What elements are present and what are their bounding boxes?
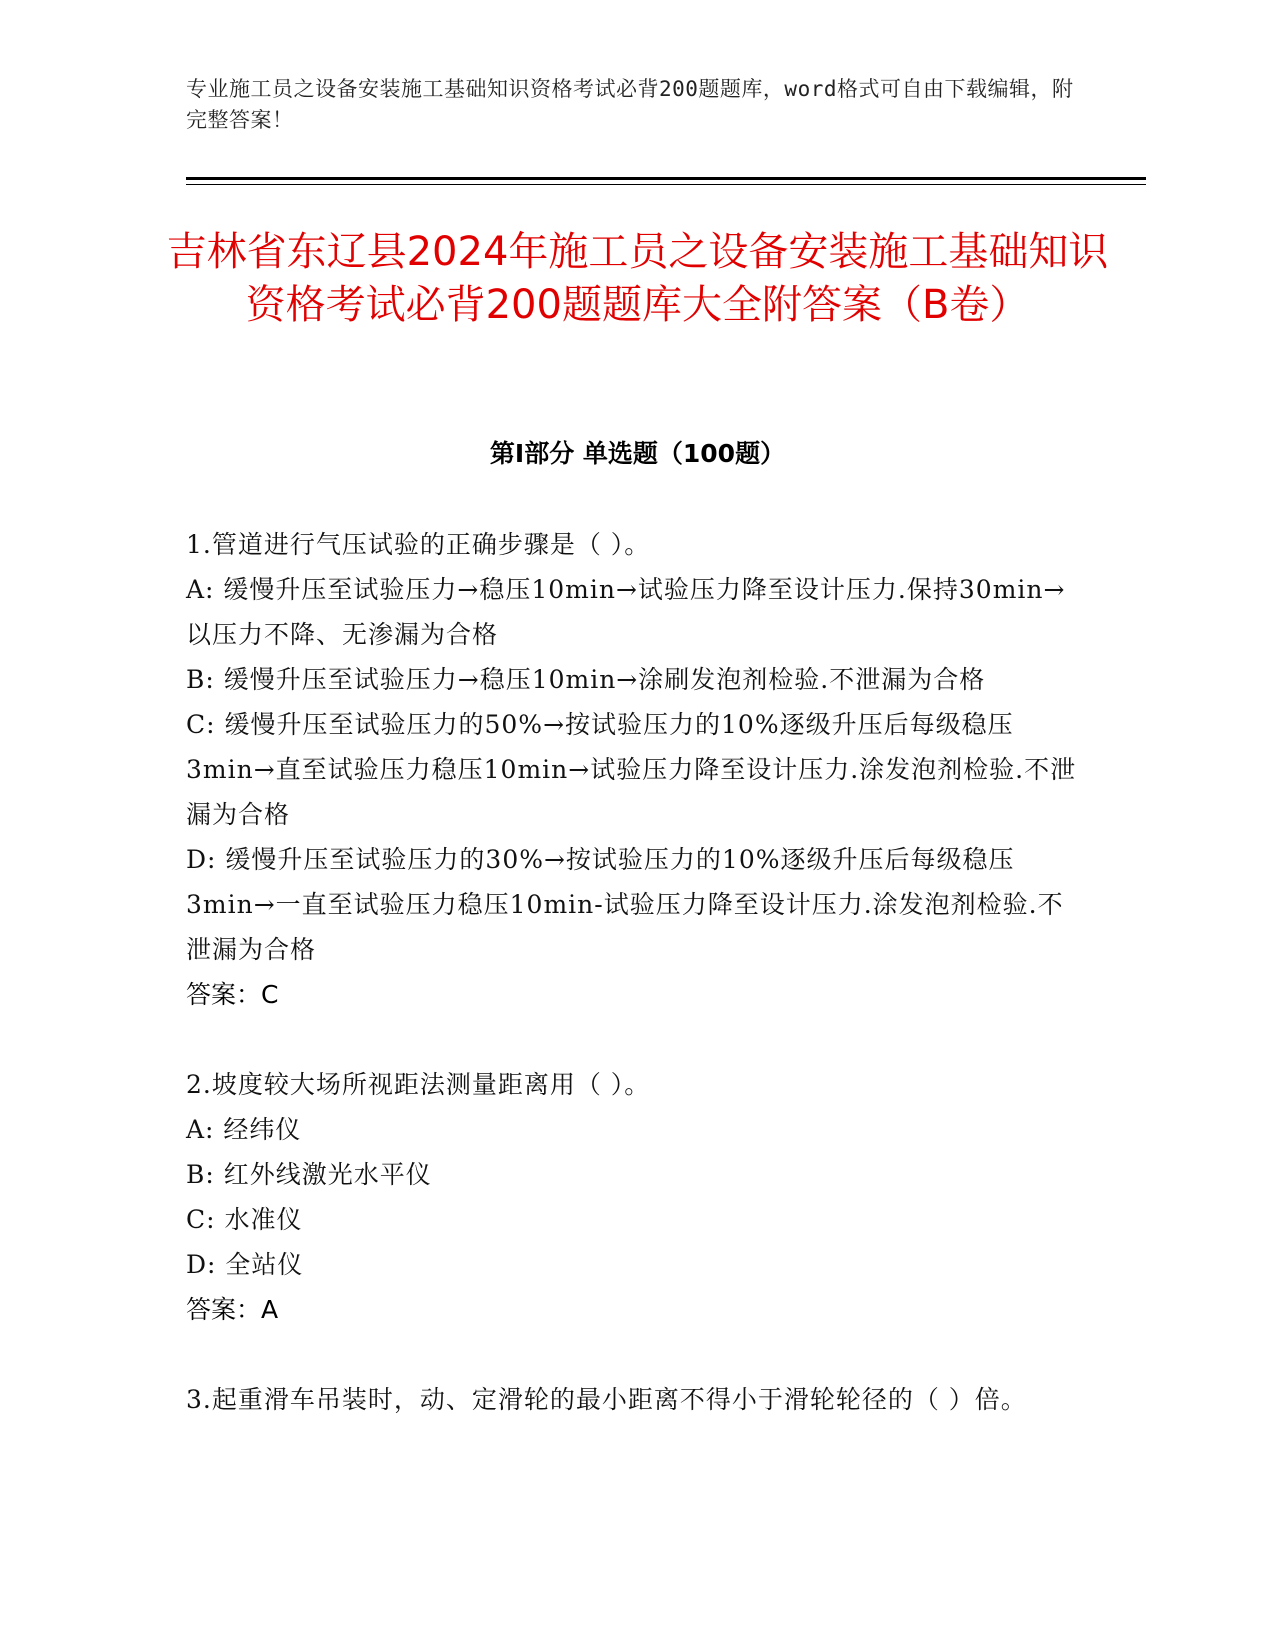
option-a: A: 缓慢升压至试验压力→稳压10min→试验压力降至设计压力.保持30min→以压力不降、无渗漏为合格 (186, 575, 1066, 649)
header-rule-thin (186, 184, 1146, 185)
header-rule-thick (186, 177, 1146, 180)
question-stem: 3.起重滑车吊装时，动、定滑轮的最小距离不得小于滑轮轮径的（ ）倍。 (186, 1385, 1027, 1414)
option-c: C: 缓慢升压至试验压力的50%→按试验压力的10%逐级升压后每级稳压3min→直至试验压力稳压10min→试验压力降至设计压力.涂发泡剂检验.不泄漏为合格 (186, 710, 1077, 829)
document-title: 吉林省东辽县2024年施工员之设备安装施工基础知识资格考试必背200题题库大全附答案（B卷） (166, 229, 1109, 328)
option-d: D: 全站仪 (186, 1250, 304, 1279)
option-b: B: 红外线激光水平仪 (186, 1160, 432, 1189)
answer: 答案：C (186, 980, 279, 1009)
section-heading: 第I部分 单选题（100题） (489, 439, 786, 468)
question-stem: 2.坡度较大场所视距法测量距离用（ ）。 (186, 1070, 651, 1099)
option-b: B: 缓慢升压至试验压力→稳压10min→涂刷发泡剂检验.不泄漏为合格 (186, 665, 986, 694)
answer: 答案：A (186, 1295, 279, 1324)
option-d: D: 缓慢升压至试验压力的30%→按试验压力的10%逐级升压后每级稳压3min→一直至试验压力稳压10min-试验压力降至设计压力.涂发泡剂检验.不泄漏为合格 (186, 845, 1064, 964)
option-a: A: 经纬仪 (186, 1115, 302, 1144)
question-2 (186, 1062, 1086, 1332)
question-3 (186, 1377, 1086, 1422)
question-stem: 1.管道进行气压试验的正确步骤是（ ）。 (186, 530, 651, 559)
question-1 (186, 522, 1086, 1017)
question-list (186, 522, 1086, 1467)
header-note: 专业施工员之设备安装施工基础知识资格考试必背200题题库，word格式可自由下载编辑，附完整答案！ (186, 77, 1074, 132)
option-c: C: 水准仪 (186, 1205, 303, 1234)
